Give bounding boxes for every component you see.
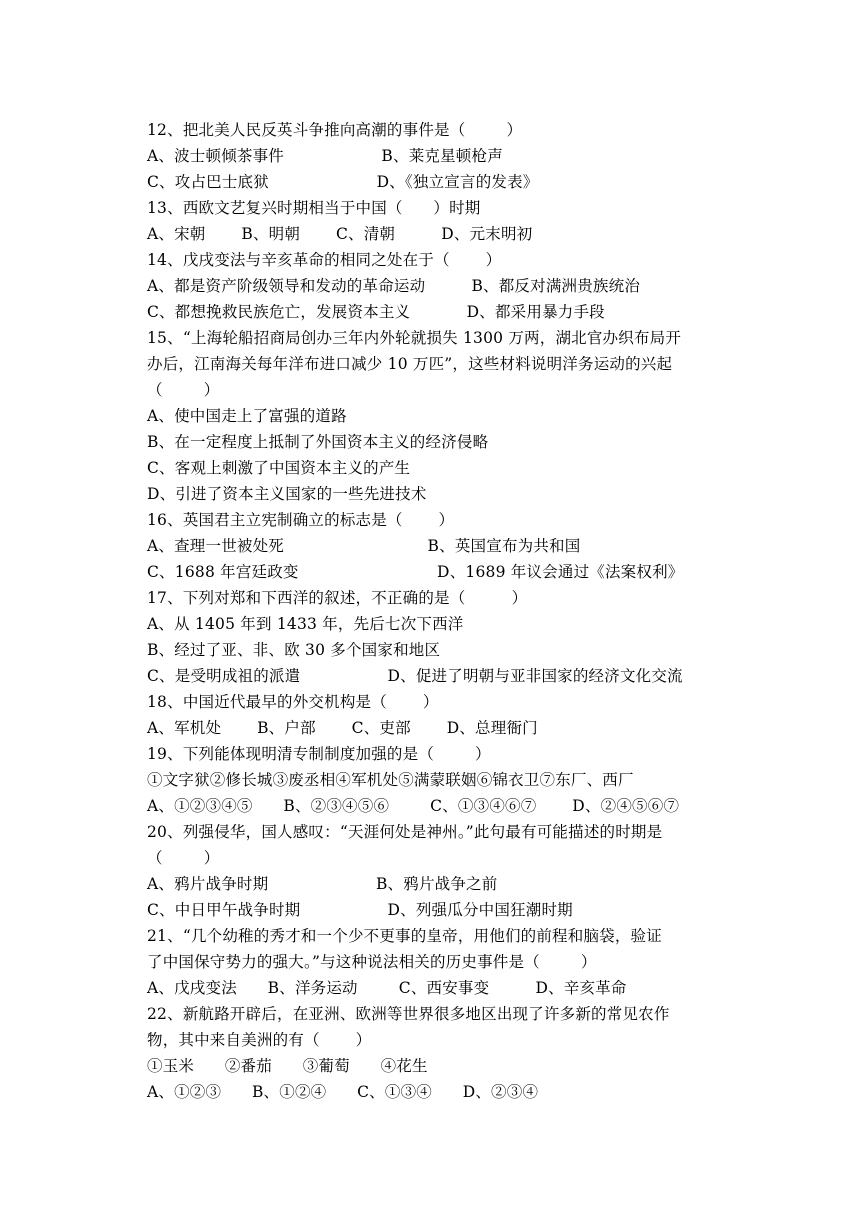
question-21-stem-line2: 了中国保守势力的强大。”与这种说法相关的历史事件是（ ）: [147, 953, 597, 971]
question-16-options-cd: C、1688 年宫廷政变 D、1689 年议会通过《法案权利》: [147, 563, 684, 581]
question-15-stem-line1: 15、“上海轮船招商局创办三年内外轮就损失 1300 万两，湖北官办织布局开: [147, 329, 682, 347]
question-20-options-cd: C、中日甲午战争时期 D、列强瓜分中国狂潮时期: [147, 901, 573, 919]
question-18-options: A、军机处 B、户部 C、吏部 D、总理衙门: [147, 719, 538, 737]
question-17-stem: 17、下列对郑和下西洋的叙述，不正确的是（ ）: [147, 589, 528, 607]
question-15-blank: （ ）: [147, 381, 220, 399]
question-19-items: ①文字狱②修长城③废丞相④军机处⑤满蒙联姻⑥锦衣卫⑦东厂、西厂: [147, 771, 634, 789]
question-15-option-a: A、使中国走上了富强的道路: [147, 407, 347, 425]
question-19-stem: 19、下列能体现明清专制制度加强的是（ ）: [147, 745, 491, 763]
question-13-stem: 13、西欧文艺复兴时期相当于中国（ ）时期: [147, 199, 481, 217]
question-15-option-b: B、在一定程度上抵制了外国资本主义的经济侵略: [147, 433, 489, 451]
question-12-options-ab: A、波士顿倾茶事件 B、莱克星顿枪声: [147, 147, 503, 165]
question-16-stem: 16、英国君主立宪制确立的标志是（ ）: [147, 511, 455, 529]
question-20-stem: 20、列强侵华，国人感叹：“天涯何处是神州。”此句最有可能描述的时期是: [147, 823, 663, 841]
question-13-options: A、宋朝 B、明朝 C、清朝 D、元末明初: [147, 225, 533, 243]
question-22-items: ①玉米 ②番茄 ③葡萄 ④花生: [147, 1057, 428, 1075]
question-18-stem: 18、中国近代最早的外交机构是（ ）: [147, 693, 439, 711]
question-20-options-ab: A、鸦片战争时期 B、鸦片战争之前: [147, 875, 498, 893]
question-17-option-a: A、从 1405 年到 1433 年，先后七次下西洋: [147, 615, 464, 633]
question-14-stem: 14、戊戌变法与辛亥革命的相同之处在于（ ）: [147, 251, 502, 269]
question-21-options: A、戊戌变法 B、洋务运动 C、西安事变 D、辛亥革命: [147, 979, 627, 997]
question-17-options-cd: C、是受明成祖的派遣 D、促进了明朝与亚非国家的经济文化交流: [147, 667, 683, 685]
question-14-options-ab: A、都是资产阶级领导和发动的革命运动 B、都反对满洲贵族统治: [147, 277, 641, 295]
question-22-stem-line1: 22、新航路开辟后，在亚洲、欧洲等世界很多地区出现了许多新的常见农作: [147, 1005, 670, 1023]
question-20-blank: （ ）: [147, 849, 220, 867]
question-21-stem-line1: 21、“几个幼稚的秀才和一个少不更事的皇帝，用他们的前程和脑袋，验证: [147, 927, 662, 945]
question-12-options-cd: C、攻占巴士底狱 D、《独立宣言的发表》: [147, 173, 539, 191]
question-22-options: A、①②③ B、①②④ C、①③④ D、②③④: [147, 1083, 539, 1101]
question-14-options-cd: C、都想挽救民族危亡，发展资本主义 D、都采用暴力手段: [147, 303, 605, 321]
question-16-options-ab: A、查理一世被处死 B、英国宣布为共和国: [147, 537, 581, 555]
question-19-options: A、①②③④⑤ B、②③④⑤⑥ C、①③④⑥⑦ D、②④⑤⑥⑦: [147, 797, 680, 815]
question-12-stem: 12、把北美人民反英斗争推向高潮的事件是（ ）: [147, 121, 523, 139]
question-22-stem-line2: 物，其中来自美洲的有（ ）: [147, 1031, 372, 1049]
question-15-option-c: C、客观上刺激了中国资本主义的产生: [147, 459, 411, 477]
question-15-stem-line2: 办后，江南海关每年洋布进口减少 10 万匹”，这些材料说明洋务运动的兴起: [147, 355, 673, 373]
question-15-option-d: D、引进了资本主义国家的一些先进技术: [147, 485, 427, 503]
question-17-option-b: B、经过了亚、非、欧 30 多个国家和地区: [147, 641, 441, 659]
